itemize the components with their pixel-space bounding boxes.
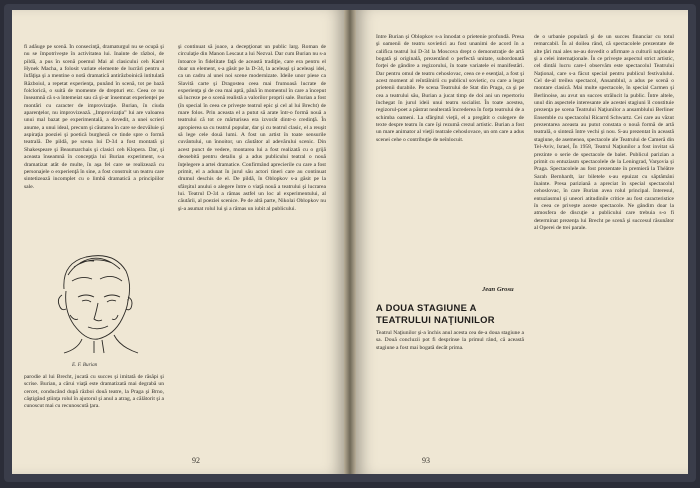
- left-column-1-top: fi adăuge pe scenă. În consecinţă, dramaturgul nu se ocupă şi nu se împotriveşte în activitatea lui. Inainte de război, de pildă, a pus în scenă poemul Mai al clasicului ceh Karel Hynek Macha, a folosit variate elemente de lucrări pentru a înfăţişa şi a mentine o notă dramatică antirăzboinică intitulată Războiul, a repetat experienţa, punând în scenă, tot pe bază folclorică, o suită de momente de drepturi etc. Ceea ce nu înseamnă că s-a întemeiat sau că şi-ar însemnat experienţei pe montări cu caracter de improvizaţie. Burian, în ciuda aparenţelor, nu improvizează. „Improvizaţia” lui are valoarea unui mal bazat pe experimentală, a dovedit, a unei scrieri anume, a unui ideal, precum şi căutarea în care se dezvăluie şi aspiraţia poeziei şi poetică burgheză ce tinde spre o formă teatrală. De pildă, pe scena lui D-34 a fost montată şi Shakespeare şi Beaumarchais şi clasici ceh Klopera. Dar, şi aceasta înseamnă în concepţia lui Burian experiment, s-a dramatizat atât de multe, în aşa fel care se realizează cu personajele o experienţă în sine, a fost construit un teatru care sintetizează incomplet cu o limbă dramatică a principiilor sale.: [24, 44, 164, 190]
- book-spread: [4, 4, 696, 482]
- right-column-1-top: Intre Burian şi Oblopkov s-a înnodat o prietenie profundă. Presa şi oamenii de teatru sovietici au fost unanimi de acord în a califica teatrul lui D-34 la Moscova drept o demonstraţie de artă bogată şi originală, prezentând o perfectă unitate, subordonată forţei de gândire a regizorului, în toate variatele ei manifestări. Dar pentru omul de teatru cehoslovac, ceea ce e esenţial, a fost şi acest moment al reîntâlnirii cu publicul sovietic, cu care a legat prietenii durabile. Pe scena Teatrului de Stat din Praga, ca şi pe cea a teatrului său, Burian a jucat timp de doi ani un repertoriu închegat în jurul ideii unui teatru socialist. În toate acestea, regizorul-poet a păstrat nealterată încrederea în forţa teatrului de a schimba oameni. La sfârşitul vieţii, el a pregătit o culegere de texte despre teatru în care îşi rezumă crezul artistic. Burian a fost un mare animator al vieţii teatrale cehoslovace, un om care a adus scenei cehe o contribuţie de neînlocuit.: [376, 34, 524, 143]
- article-heading: A DOUA STAGIUNE A TEATRULUI NAŢIUNILOR: [376, 302, 495, 325]
- book-gutter: [344, 10, 356, 474]
- left-page: [12, 10, 344, 474]
- right-column-2: de o urbanie populară şi de un succes financiar cu totul remarcabil. În al doilea rând, că spectacolele prezentate de alte ţări mai ales ne-au dovedit o afirmare a culturii naţionale şi a celei internaţionale. În ce priveşte aspectul strict artistic, cel dintâi lucru care-l observăm este spectacolul Teatrului Naţional, care s-a făcut special pentru publicul festivalului. Cel de-al treilea spectacol, Ansamblul, a adus pe scenă o montare clasică. Mai multe spectacole, în special Carmen şi Berlinoise, au avut un succes strălucit la public. Între altele, unul din aspectele interesante ale acestei stagiuni îl constituie prezenţa pe scena Teatrului Naţiunilor a ansamblului Berliner Ensemble cu spectacolul Ricarrd Schwartz. Cei care au văzut prezentarea aceasta au putut constata o nouă formă de artă teatrală, o sinteză între vechi şi nou. S-au prezentat în această stagiune, de asemenea, spectacole ale Teatrului de Cameră din Tel-Aviv, Israel, În 1958, Teatrul Naţiunilor a fost invitat să prezinte o serie de spectacole de balet. Publicul parizian a primit cu entuziasm spectacolele de la Leningrad, Varşovia şi Praga. Spectacolele au fost prezentate în premieră la Théâtre Sarah Bernhardt, iar biletele s-au epuizat cu săptămâni înainte. Presa pariziană a apreciat în special spectacolul cehoslovac, în care Burian avea rolul principal. Interesul, entuziasmul şi uneori atitudinile critice au fost caracteristice în ceea ce priveşte aceste spectacole. Ne gândim doar la atmosfera de discuţie a publicului care trebuia s-o fi determinat prezenţa lui Brecht pe scenă şi succesul răsunător al Operei de trei parale.: [534, 34, 674, 231]
- portrait-illustration: [34, 245, 158, 355]
- left-column-2: şi continuat să joace, a decepţionat un public larg. Roman de circulaţie din Manon Lescaut a lui Nezval. Dar cum Burian nu s-a întoarce în fidelitate faţă de această tradiţie, care era pentru el doar un element, s-a găsit pe la D-34, la aceleaşi şi aceleaşi idei, ca un cadru al unei noi scene modernizate. Ideile unor piese ca Slavită carte şi Dragostea ceea mai frumoasă lucrate de experienţa şi de cea mai aptă, până în momentul în care a început să lucreze pe o scenă realistă a valorilor proprii sale. Burian a fost (în special în ceea ce priveşte teatrul epic şi cel al lui Brecht) de mare folos. Prin aceasta el a putut să arate într-o formă nouă a teatrului că tot ce mărturisea era izvorât dintr-o credinţă. În apropierea sa cu teatrul popular, dar şi cu teatrul clasic, el a reuşit să lege cele două lumi. A fost un artist în toate sensurile cuvântului, un înnoitor, un căutător al adevărului scenic. Din acest punct de vedere, montarea lui a fost realizată cu o grijă deosebită pentru detaliu şi a adus publicului teatral o nouă înţelegere a artei dramatice. Confirmând aprecierile cu care a fost primit, el a adunat în jurul său actori tineri care au continuat drumul deschis de el. De pildă, în Oblopkov s-a găsit pe la sfârşitul anului o alegere între o viaţă nouă a teatrului şi lucrarea lui. Teatrul D-34 a rămas astfel un loc al experimentului, al căutării, al poeziei scenice. Pe de altă parte, Nikolai Oblopkov nu şi-a asumat rolul lui şi a rămas un iubit al publicului.: [178, 44, 326, 212]
- portrait-caption: E. F. Burian: [72, 362, 98, 368]
- left-page-number: 92: [192, 456, 200, 465]
- left-column-1-bottom: parodie al lui Brecht, jucată cu succes şi imitată de răsăpi şi scrise. Burian, a cărui viaţă este dramatizată mai degrabă un cercet, conducând după război două teatre, la Praga şi Brno, câştigând ştiinţa rolul în ajutorul şi anul a atrag, a călătorit şi a cunoscut mai cu recunoscută ţara.: [24, 374, 164, 410]
- right-page-number: 93: [422, 456, 430, 465]
- right-page: [356, 10, 688, 474]
- article-author: Jean Grosu: [482, 286, 514, 293]
- right-column-1-bottom: Teatrul Naţiunilor şi-a închis anul acesta cea de-a doua stagiune a sa. Două concluzii pot fi desprinse la primul rând, că această stagiune a fost mai bogată decât prima.: [376, 330, 524, 351]
